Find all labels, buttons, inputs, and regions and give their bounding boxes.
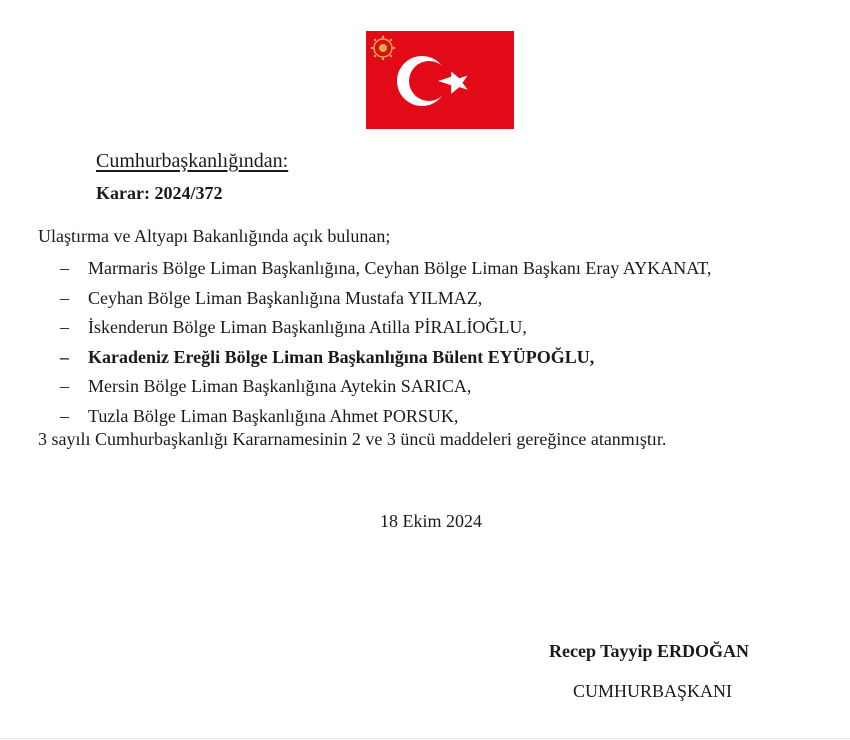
document-heading: Cumhurbaşkanlığından:: [96, 150, 289, 172]
list-dash: –: [60, 376, 69, 397]
decree-date: 18 Ekim 2024: [380, 511, 482, 531]
appointment-text: Karadeniz Ereğli Bölge Liman Başkanlığına Bülent EYÜPOĞLU,: [88, 346, 595, 367]
list-dash: –: [60, 317, 69, 338]
list-item: [60, 345, 711, 375]
presidential-seal-icon: [371, 36, 395, 60]
appointment-text: Ceyhan Bölge Liman Başkanlığına Mustafa YILMAZ,: [88, 287, 483, 308]
list-item: [60, 374, 711, 404]
decision-number: Karar: 2024/372: [96, 183, 223, 203]
appointment-text: Mersin Bölge Liman Başkanlığına Aytekin SARICA,: [88, 376, 472, 397]
intro-text: Ulaştırma ve Altyapı Bakanlığında açık bulunan;: [38, 226, 391, 246]
appointment-text: Tuzla Bölge Liman Başkanlığına Ahmet PORSUK,: [88, 405, 459, 426]
list-dash: –: [60, 405, 69, 426]
closing-text: 3 sayılı Cumhurbaşkanlığı Kararnamesinin 2 ve 3 üncü maddeleri gereğince atanmıştır.: [38, 429, 667, 449]
appointment-text: İskenderun Bölge Liman Başkanlığına Atilla PİRALİOĞLU,: [88, 317, 527, 338]
turkish-flag-icon: [366, 31, 514, 129]
appointment-text: Marmaris Bölge Liman Başkanlığına, Ceyhan Bölge Liman Başkanı Eray AYKANAT,: [88, 258, 712, 278]
list-dash: –: [60, 346, 69, 367]
list-item: [60, 286, 711, 316]
appointment-list: [60, 256, 711, 434]
list-item: [60, 256, 711, 286]
list-item: [60, 315, 711, 345]
divider: [0, 738, 850, 739]
list-dash: –: [60, 287, 69, 308]
signer-title: CUMHURBAŞKANI: [573, 681, 733, 701]
signer-name: Recep Tayyip ERDOĞAN: [549, 641, 750, 661]
list-dash: –: [60, 258, 69, 278]
